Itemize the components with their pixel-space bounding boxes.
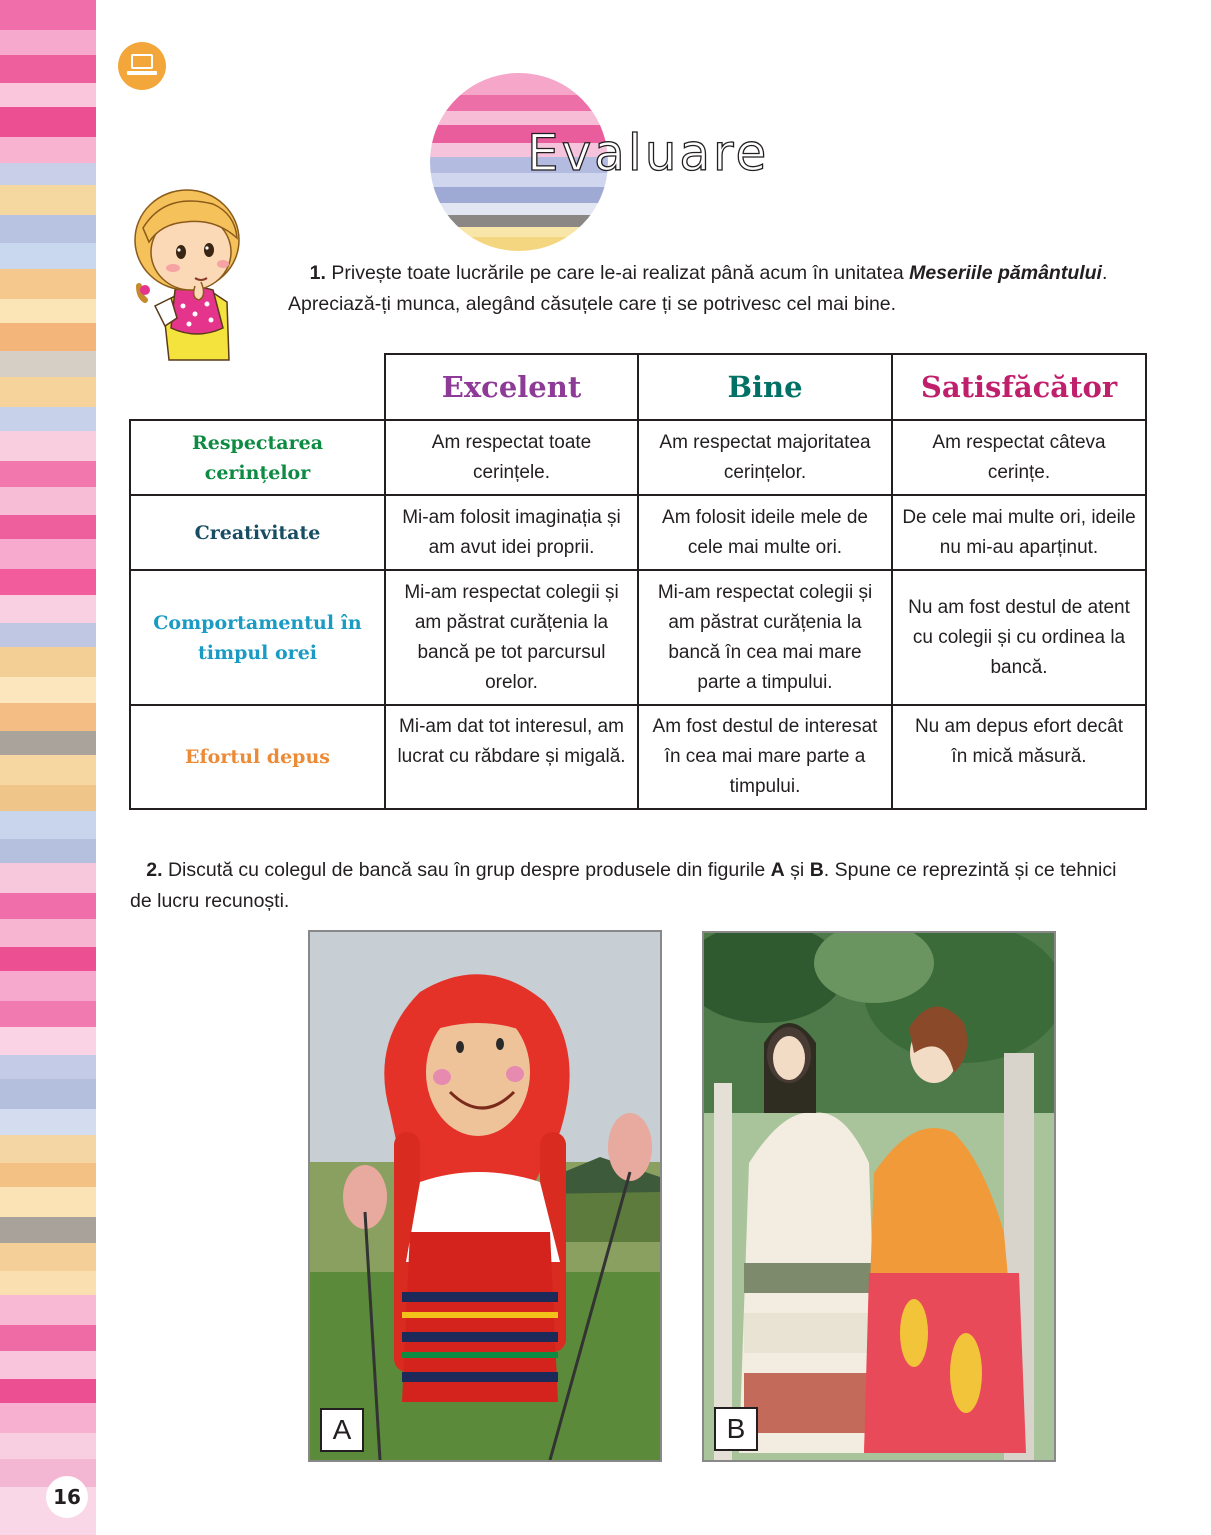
exercise-text: Discută cu colegul de bancă sau în grup despre produsele din figurile (167, 859, 771, 881)
exercise-number: 2. (146, 859, 163, 881)
figure-b-painting-photo (702, 931, 1056, 1462)
rubric-row (130, 420, 1146, 495)
figure-a-puppet-photo (308, 930, 662, 1462)
figure-ref-b: B (809, 859, 824, 881)
level-excelent: Excelent (385, 354, 638, 420)
exercise-2-text (130, 855, 1130, 917)
level-satisfacator: Satisfăcător (892, 354, 1146, 420)
rubric-row (130, 495, 1146, 570)
rubric-row (130, 705, 1146, 809)
rubric-header-row (130, 354, 1146, 420)
criterion-label: Respectarea cerințelor (130, 420, 385, 495)
exercise-text-end: . Apreciază-ți munca, alegând căsuțele care ți se potrivesc cel mai bine. (288, 262, 1108, 315)
puppet-illustration (310, 932, 660, 1460)
rubric-cell[interactable]: Am respectat majoritatea cerințelor. (638, 420, 892, 495)
figure-label-b: B (714, 1407, 758, 1451)
page-number: 16 (46, 1476, 88, 1518)
decorative-stripe-band (0, 0, 96, 1535)
rubric-cell[interactable]: Am fost destul de interesat în cea mai mare parte a timpului. (638, 705, 892, 809)
criterion-label: Creativitate (130, 495, 385, 570)
rubric-cell[interactable]: Nu am depus efort decât în mică măsură. (892, 705, 1146, 809)
level-bine: Bine (638, 354, 892, 420)
criterion-label: Efortul depus (130, 705, 385, 809)
figure-label-a: A (320, 1408, 364, 1452)
painting-illustration (704, 933, 1054, 1460)
unit-name: Meseriile pământului (909, 262, 1102, 284)
self-assessment-rubric (129, 353, 1147, 810)
rubric-cell[interactable]: De cele mai multe ori, ideile nu mi-au aparținut. (892, 495, 1146, 570)
laptop-icon (118, 42, 166, 90)
thinking-girl-illustration (125, 178, 250, 363)
rubric-cell[interactable]: Mi-am respectat colegii și am păstrat curățenia la bancă pe tot parcursul orelor. (385, 570, 638, 705)
rubric-corner (130, 354, 385, 420)
exercise-text: Privește toate lucrările pe care le-ai realizat până acum în unitatea (331, 262, 910, 284)
rubric-cell[interactable]: Mi-am folosit imaginația și am avut idei proprii. (385, 495, 638, 570)
rubric-cell[interactable]: Am respectat câteva cerințe. (892, 420, 1146, 495)
criterion-label: Comportamentul în timpul orei (130, 570, 385, 705)
rubric-row (130, 570, 1146, 705)
figure-ref-a: A (770, 859, 785, 881)
exercise-1-text (288, 258, 1128, 320)
page-title: Evaluare (527, 124, 770, 182)
rubric-cell[interactable]: Nu am fost destul de atent cu colegii și cu ordinea la bancă. (892, 570, 1146, 705)
exercise-text-conj: și (784, 859, 810, 881)
exercise-text-end: . Spune ce reprezintă și ce tehnici de lucru recunoști. (130, 859, 1117, 912)
rubric-cell[interactable]: Mi-am dat tot interesul, am lucrat cu răbdare și migală. (385, 705, 638, 809)
exercise-number: 1. (309, 262, 326, 284)
rubric-cell[interactable]: Am folosit ideile mele de cele mai multe ori. (638, 495, 892, 570)
rubric-cell[interactable]: Am respectat toate cerințele. (385, 420, 638, 495)
rubric-cell[interactable]: Mi-am respectat colegii și am păstrat curățenia la bancă în cea mai mare parte a timpului. (638, 570, 892, 705)
